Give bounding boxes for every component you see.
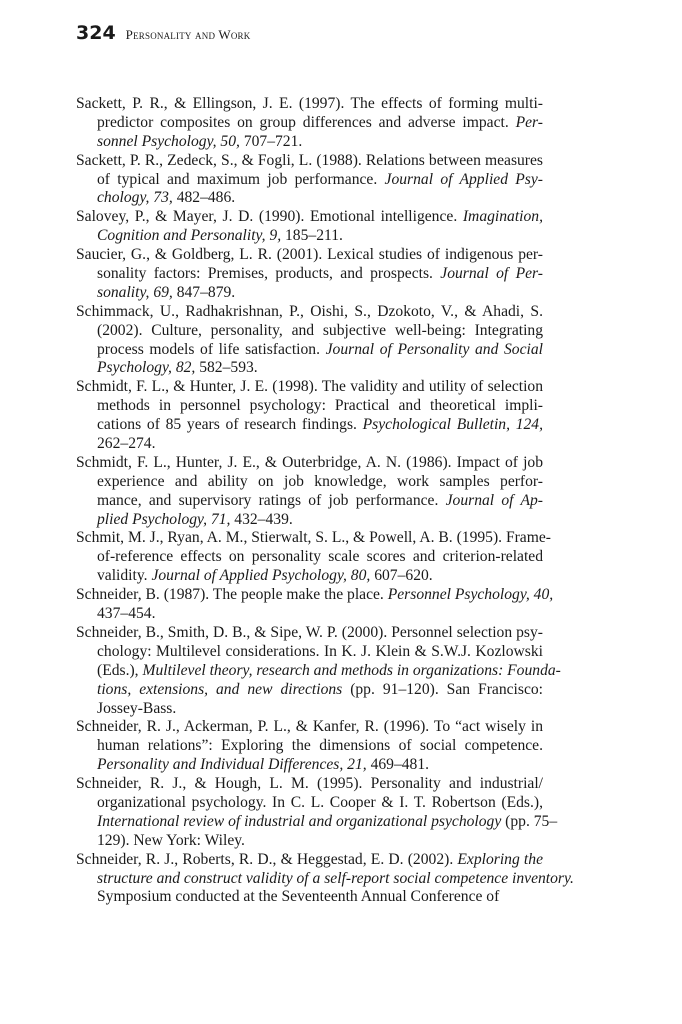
- italic-text: Journal of Per-: [440, 265, 543, 283]
- text: sonality factors: Premises, products, and prospects.: [97, 265, 441, 283]
- text: mance, and supervisory ratings of job performance.: [97, 491, 446, 509]
- reference-line: [76, 152, 543, 171]
- text: human relations”: Exploring the dimensions of social competence.: [97, 737, 543, 755]
- italic-text: Psychology, 82,: [97, 359, 196, 377]
- text: chology: Multilevel considerations. In K. J. Klein & S.W.J. Kozlowski: [97, 642, 543, 660]
- text: Schneider, R. J., & Hough, L. M. (1995). Personality and industrial/: [76, 775, 543, 793]
- text: Schneider, R. J., Ackerman, P. L., & Kanfer, R. (1996). To “act wisely in: [76, 718, 543, 736]
- reference-line: [97, 511, 543, 530]
- italic-text: Per-: [515, 113, 543, 131]
- text: 437–454.: [97, 605, 156, 623]
- text: Schneider, B., Smith, D. B., & Sipe, W. P. (2000). Personnel selection psy-: [76, 623, 543, 641]
- text: Salovey, P., & Mayer, J. D. (1990). Emotional intelligence.: [76, 208, 463, 226]
- reference-entry: [76, 454, 543, 530]
- text: experience and ability on job knowledge, work samples perfor-: [97, 472, 543, 490]
- italic-text: sonnel Psychology, 50,: [97, 132, 240, 150]
- reference-line: [97, 700, 543, 719]
- reference-line: [97, 794, 543, 813]
- italic-text: plied Psychology, 71,: [97, 510, 231, 528]
- text: 469–481.: [366, 756, 430, 774]
- reference-line: [97, 756, 543, 775]
- text: Schmidt, F. L., Hunter, J. E., & Outerbridge, A. N. (1986). Impact of job: [76, 453, 543, 471]
- reference-line: [97, 567, 543, 586]
- page-header: [76, 22, 250, 44]
- page-number: 324: [76, 22, 116, 44]
- text: 607–620.: [370, 567, 433, 585]
- reference-line: [97, 888, 543, 907]
- reference-line: [97, 133, 543, 152]
- italic-text: International review of industrial and organizational psychology: [97, 812, 502, 830]
- reference-line: [76, 95, 543, 114]
- reference-line: [76, 208, 543, 227]
- text: (2002). Culture, personality, and subjective well-being: Integrating: [97, 321, 543, 339]
- reference-line: [97, 737, 543, 756]
- reference-line: [97, 661, 561, 681]
- reference-line: [97, 322, 543, 341]
- reference-entry: [76, 378, 543, 454]
- text: of-reference effects on personality scale scores and criterion-related: [97, 548, 543, 566]
- reference-entry: [76, 529, 551, 586]
- text: Saucier, G., & Goldberg, L. R. (2001). Lexical studies of indigenous per-: [76, 246, 543, 264]
- reference-line: [76, 775, 543, 794]
- reference-line: [97, 416, 543, 435]
- reference-line: [76, 718, 543, 737]
- text: organizational psychology. In C. L. Cooper & I. T. Robertson (Eds.),: [97, 793, 543, 811]
- reference-list: [76, 95, 574, 907]
- text: (Eds.),: [97, 661, 143, 679]
- italic-text: tions, extensions, and new directions: [97, 680, 343, 698]
- reference-entry: [76, 246, 543, 303]
- reference-line: [97, 114, 543, 133]
- text: Sackett, P. R., Zedeck, S., & Fogli, L. (1988). Relations between measures: [76, 151, 543, 169]
- text: 185–211.: [281, 227, 343, 245]
- reference-line: [97, 492, 543, 511]
- italic-text: Journal of Applied Psy-: [384, 170, 543, 188]
- text: 482–486.: [172, 189, 236, 207]
- text: validity.: [97, 567, 152, 585]
- text: Schneider, B. (1987). The people make the place.: [76, 586, 388, 604]
- reference-line: [76, 303, 543, 322]
- reference-line: [97, 189, 543, 208]
- reference-entry: [76, 850, 574, 908]
- reference-line: [97, 832, 543, 851]
- text: 707–721.: [239, 132, 303, 150]
- text: Schimmack, U., Radhakrishnan, P., Oishi, S., Dzokoto, V., & Ahadi, S.: [76, 302, 543, 320]
- italic-text: Journal of Ap-: [445, 491, 543, 509]
- reference-entry: [76, 303, 543, 379]
- italic-text: Personnel Psychology, 40,: [387, 586, 554, 604]
- reference-line: [76, 454, 543, 473]
- reference-line: [76, 851, 543, 870]
- italic-text: structure and construct validity of a self-report social competence inventory.: [97, 869, 574, 887]
- text: (pp. 91–120). San Francisco:: [342, 680, 543, 698]
- reference-line: [97, 171, 543, 190]
- italic-text: chology, 73,: [97, 189, 173, 207]
- reference-entry: [76, 152, 543, 209]
- text: process models of life satisfaction.: [97, 340, 326, 358]
- italic-text: Imagination,: [462, 208, 543, 226]
- reference-entry: [76, 775, 558, 851]
- text: 262–274.: [97, 435, 156, 453]
- text: Jossey-Bass.: [97, 699, 177, 717]
- reference-entry: [76, 208, 543, 246]
- reference-line: [76, 624, 543, 643]
- text: 847–879.: [172, 283, 236, 301]
- reference-line: [97, 812, 558, 832]
- reference-line: [76, 246, 543, 265]
- text: 129). New York: Wiley.: [97, 831, 245, 849]
- italic-text: Personality and Individual Differences, 21,: [97, 756, 367, 774]
- reference-line: [76, 586, 554, 605]
- running-title: Personality and Work: [125, 27, 251, 42]
- reference-line: [97, 681, 543, 700]
- text: (pp. 75–: [501, 812, 558, 830]
- reference-line: [97, 435, 543, 454]
- reference-line: [97, 643, 543, 662]
- reference-line: [97, 548, 543, 567]
- reference-line: [97, 284, 543, 303]
- reference-line: [97, 869, 574, 889]
- text: of typical and maximum job performance.: [97, 170, 385, 188]
- text: Schmit, M. J., Ryan, A. M., Stierwalt, S. L., & Powell, A. B. (1995). Frame-: [76, 529, 551, 547]
- italic-text: Multilevel theory, research and methods in organizations: Founda-: [142, 661, 561, 679]
- reference-entry: [76, 586, 554, 624]
- reference-entry: [76, 95, 543, 152]
- text: Schneider, R. J., Roberts, R. D., & Heggestad, E. D. (2002).: [76, 850, 458, 868]
- text: 582–593.: [195, 359, 258, 377]
- italic-text: Psychological Bulletin, 124,: [362, 416, 543, 434]
- italic-text: Journal of Personality and Social: [325, 340, 543, 358]
- text: Sackett, P. R., & Ellingson, J. E. (1997). The effects of forming multi-: [76, 95, 543, 112]
- reference-line: [97, 341, 543, 360]
- reference-line: [97, 359, 543, 378]
- text: predictor composites on group differences and adverse impact.: [97, 113, 516, 131]
- reference-line: [97, 265, 543, 284]
- reference-line: [97, 605, 543, 624]
- italic-text: Cognition and Personality, 9,: [97, 227, 282, 245]
- reference-line: [76, 378, 543, 397]
- text: Symposium conducted at the Seventeenth Annual Conference of: [97, 888, 500, 906]
- italic-text: Exploring the: [457, 850, 543, 868]
- italic-text: sonality, 69,: [97, 283, 173, 301]
- reference-line: [97, 473, 543, 492]
- text: 432–439.: [230, 510, 293, 528]
- reference-line: [97, 227, 543, 246]
- reference-entry: [76, 623, 561, 718]
- reference-entry: [76, 718, 543, 775]
- text: Schmidt, F. L., & Hunter, J. E. (1998). The validity and utility of selection: [76, 378, 543, 396]
- text: cations of 85 years of research findings.: [97, 416, 363, 434]
- italic-text: Journal of Applied Psychology, 80,: [151, 567, 371, 585]
- reference-line: [97, 397, 543, 416]
- reference-line: [76, 529, 551, 548]
- text: methods in personnel psychology: Practical and theoretical impli-: [97, 397, 543, 415]
